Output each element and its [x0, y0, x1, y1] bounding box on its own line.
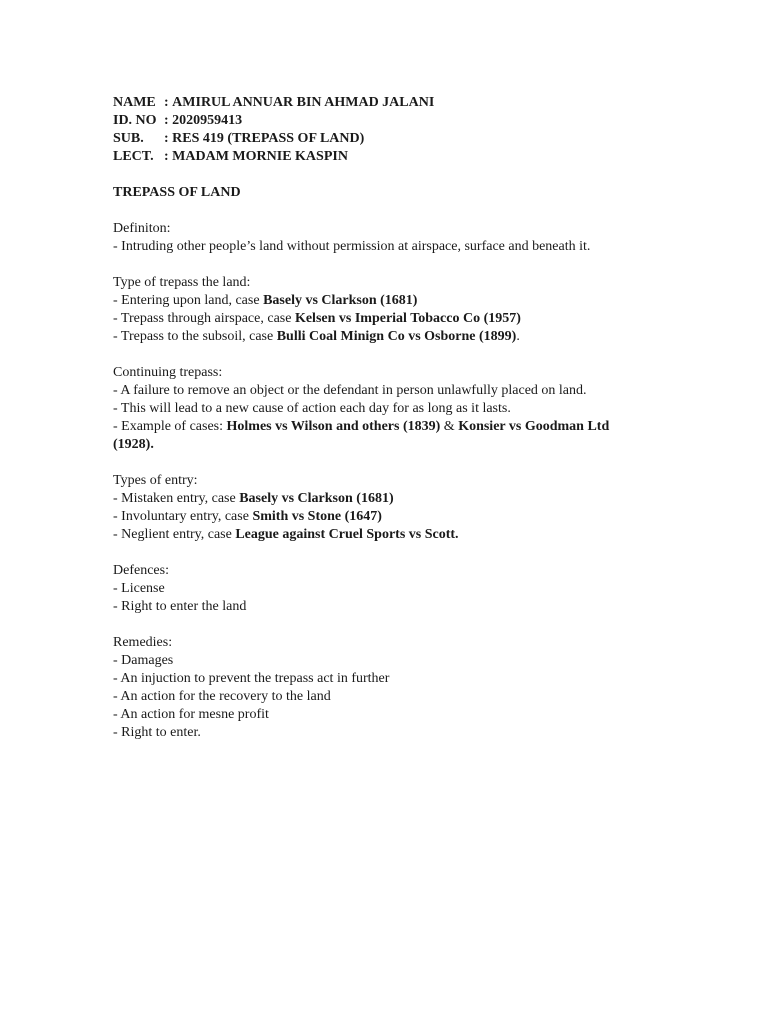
document-content [113, 94, 733, 742]
header-value: AMIRUL ANNUAR BIN AHMAD JALANI [172, 95, 435, 110]
list-item [113, 292, 733, 310]
header-sep: : [164, 113, 169, 128]
header-label: SUB. [113, 131, 144, 146]
case-name: Kelsen vs Imperial Tobacco Co (1957) [294, 311, 521, 326]
example-prefix: - Example of cases: [113, 419, 227, 434]
case-name: League against Cruel Sports vs Scott. [235, 527, 459, 542]
continuing-line-1: - A failure to remove an object or the defendant in person unlawfully placed on land. [113, 383, 587, 398]
item-prefix: - Trepass through airspace, case [113, 311, 295, 326]
list-item: - An action for the recovery to the land [113, 689, 331, 704]
header-label: NAME [113, 95, 156, 110]
case-name: Basely vs Clarkson (1681) [263, 293, 418, 308]
case-name: Basely vs Clarkson (1681) [239, 491, 394, 506]
ampersand: & [440, 419, 459, 434]
case-name: Konsier vs Goodman Ltd (1928). [113, 419, 610, 452]
list-item: - An injuction to prevent the trepass act in further [113, 671, 390, 686]
header-label: ID. NO [113, 113, 157, 128]
definition-text: - Intruding other people’s land without permission at airspace, surface and beneath it. [113, 239, 591, 254]
case-name: Holmes vs Wilson and others (1839) [226, 419, 441, 434]
list-item [113, 310, 733, 328]
item-prefix: - Entering upon land, case [113, 293, 264, 308]
header-value: 2020959413 [172, 113, 243, 128]
list-item [113, 526, 733, 544]
continuing-examples [113, 418, 653, 454]
case-name: Smith vs Stone (1647) [252, 509, 382, 524]
header-name-row [113, 94, 733, 112]
definition-heading: Definiton: [113, 221, 171, 236]
header-subject-row [113, 130, 733, 148]
header-sep: : [164, 95, 169, 110]
header-value: MADAM MORNIE KASPIN [172, 149, 348, 164]
header-sep: : [164, 149, 169, 164]
continuing-heading: Continuing trepass: [113, 365, 223, 380]
defences-heading: Defences: [113, 563, 169, 578]
remedies-heading: Remedies: [113, 635, 173, 650]
header-label: LECT. [113, 149, 154, 164]
case-name: Bulli Coal Minign Co vs Osborne (1899) [276, 329, 517, 344]
list-item: - Damages [113, 653, 174, 668]
list-item: - An action for mesne profit [113, 707, 269, 722]
header-value: RES 419 (TREPASS OF LAND) [172, 131, 365, 146]
item-prefix: - Neglient entry, case [113, 527, 236, 542]
list-item [113, 328, 733, 346]
types-heading: Type of trepass the land: [113, 275, 251, 290]
continuing-line-2: - This will lead to a new cause of action each day for as long as it lasts. [113, 401, 511, 416]
header-sep: : [164, 131, 169, 146]
list-item [113, 490, 733, 508]
item-prefix: - Mistaken entry, case [113, 491, 240, 506]
list-item: - Right to enter the land [113, 599, 247, 614]
list-item: - License [113, 581, 165, 596]
item-prefix: - Trepass to the subsoil, case [113, 329, 277, 344]
item-suffix: . [516, 329, 520, 344]
header-id-row [113, 112, 733, 130]
header-lecturer-row [113, 148, 733, 166]
item-prefix: - Involuntary entry, case [113, 509, 253, 524]
list-item: - Right to enter. [113, 725, 201, 740]
list-item [113, 508, 733, 526]
document-title: TREPASS OF LAND [113, 185, 241, 200]
entry-heading: Types of entry: [113, 473, 198, 488]
